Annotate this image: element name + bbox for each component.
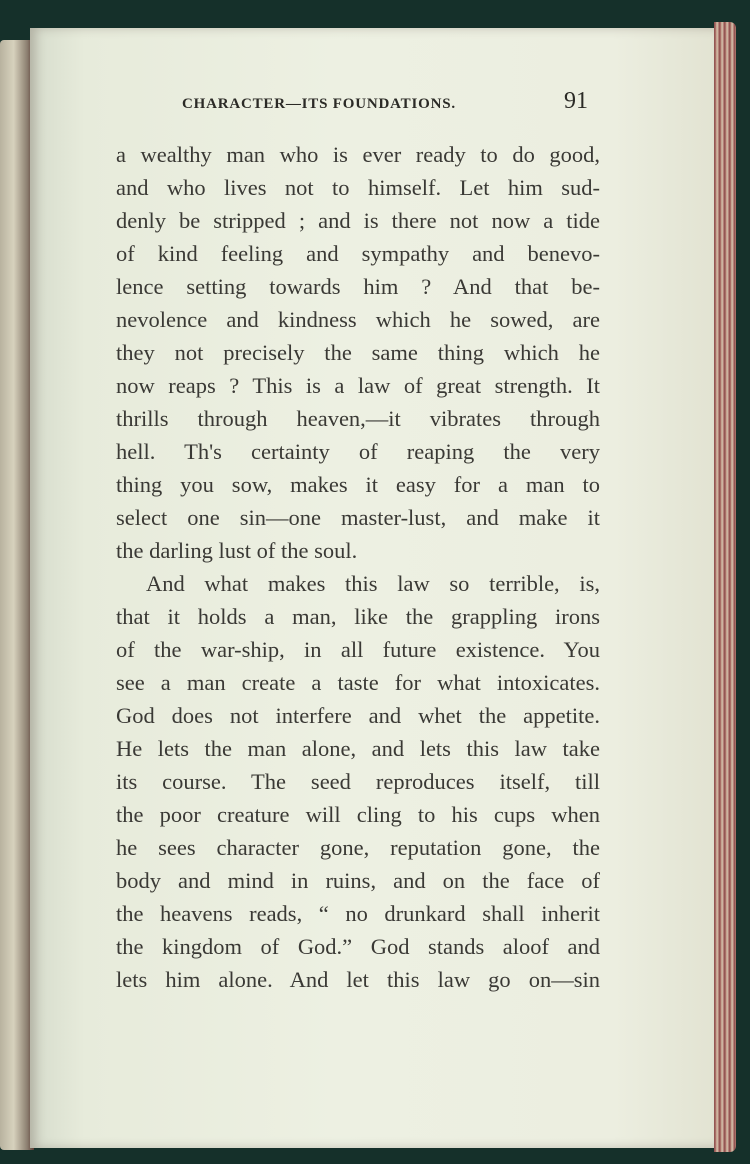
text-line: a wealthy man who is ever ready to do good, xyxy=(116,142,600,167)
text-line: nevolence and kindness which he sowed, are xyxy=(116,307,600,332)
text-line: the kingdom of God.” God stands aloof and xyxy=(116,934,600,959)
text-line: its course. The seed reproduces itself, till xyxy=(116,769,600,794)
text-line: see a man create a taste for what intoxicates. xyxy=(116,670,600,695)
text-line: thing you sow, makes it easy for a man to xyxy=(116,472,600,497)
text-line: And what makes this law so terrible, is, xyxy=(146,571,600,596)
text-line: hell. Th's certainty of reaping the very xyxy=(116,439,600,464)
text-line: thrills through heaven,—it vibrates through xyxy=(116,406,600,431)
text-line: body and mind in ruins, and on the face of xyxy=(116,868,600,893)
text-line: the heavens reads, “ no drunkard shall inherit xyxy=(116,901,600,926)
text-line: lets him alone. And let this law go on—sin xyxy=(116,967,600,992)
page-number: 91 xyxy=(564,88,588,114)
text-line: lence setting towards him ? And that be- xyxy=(116,274,600,299)
text-line: the poor creature will cling to his cups when xyxy=(116,802,600,827)
text-line: He lets the man alone, and lets this law take xyxy=(116,736,600,761)
page-edges xyxy=(714,22,736,1152)
text-line: God does not interfere and whet the appetite. xyxy=(116,703,600,728)
text-line: of the war-ship, in all future existence. You xyxy=(116,637,600,662)
text-line: they not precisely the same thing which he xyxy=(116,340,600,365)
text-line: denly be stripped ; and is there not now a tide xyxy=(116,208,600,233)
text-line: and who lives not to himself. Let him sud- xyxy=(116,175,600,200)
text-line: now reaps ? This is a law of great strength. It xyxy=(116,373,600,398)
text-line: he sees character gone, reputation gone, the xyxy=(116,835,600,860)
body-text xyxy=(116,138,600,996)
text-line: that it holds a man, like the grappling irons xyxy=(116,604,600,629)
text-line: the darling lust of the soul. xyxy=(116,538,358,563)
left-page-edge xyxy=(0,40,34,1150)
text-line: of kind feeling and sympathy and benevo- xyxy=(116,241,600,266)
text-line: select one sin—one master-lust, and make it xyxy=(116,505,600,530)
page-header xyxy=(150,78,600,118)
running-head: CHARACTER—ITS FOUNDATIONS. xyxy=(182,96,456,112)
